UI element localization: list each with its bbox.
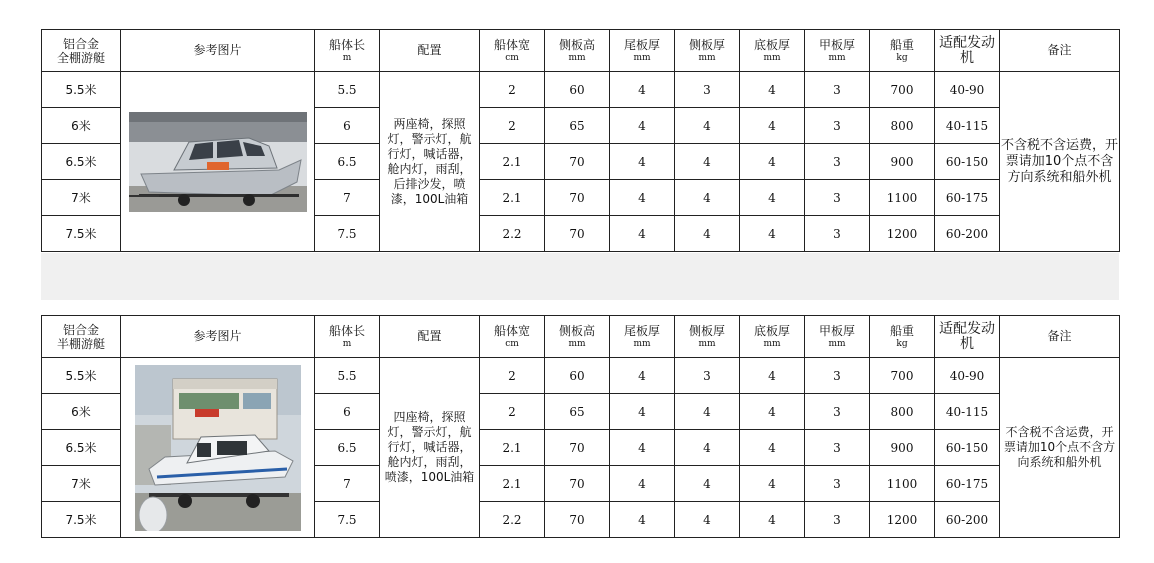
deck-cell: 3: [805, 216, 870, 252]
ref-image-header: 参考图片: [121, 316, 315, 358]
bottom-header: 底板厚 mm: [740, 30, 805, 72]
side-thick-cell: 4: [675, 180, 740, 216]
bottom-cell: 4: [740, 180, 805, 216]
weight-header: 船重 kg: [870, 30, 935, 72]
width-cell: 2: [480, 108, 545, 144]
deck-cell: 3: [805, 466, 870, 502]
model-header: 铝合金 半棚游艇: [42, 316, 121, 358]
length-cell: 6: [315, 394, 380, 430]
length-cell: 7: [315, 180, 380, 216]
side-height-cell: 70: [545, 430, 610, 466]
width-cell: 2.1: [480, 144, 545, 180]
deck-cell: 3: [805, 394, 870, 430]
transom-cell: 4: [610, 144, 675, 180]
side-thick-cell: 3: [675, 72, 740, 108]
side-height-header: 侧板高 mm: [545, 316, 610, 358]
side-height-cell: 70: [545, 216, 610, 252]
engine-cell: 60-200: [935, 216, 1000, 252]
engine-cell: 60-150: [935, 430, 1000, 466]
bottom-cell: 4: [740, 502, 805, 538]
transom-header: 尾板厚 mm: [610, 316, 675, 358]
side-height-header: 侧板高 mm: [545, 30, 610, 72]
bottom-cell: 4: [740, 72, 805, 108]
spacer-band: [41, 253, 1119, 300]
engine-cell: 60-150: [935, 144, 1000, 180]
deck-cell: 3: [805, 180, 870, 216]
remark-header: 备注: [1000, 30, 1120, 72]
transom-cell: 4: [610, 180, 675, 216]
weight-cell: 900: [870, 144, 935, 180]
side-height-cell: 70: [545, 144, 610, 180]
width-cell: 2.2: [480, 502, 545, 538]
engine-cell: 40-115: [935, 108, 1000, 144]
weight-cell: 800: [870, 108, 935, 144]
side-thick-cell: 4: [675, 394, 740, 430]
transom-cell: 4: [610, 72, 675, 108]
deck-cell: 3: [805, 144, 870, 180]
length-cell: 7.5: [315, 216, 380, 252]
ref-image-header: 参考图片: [121, 30, 315, 72]
side-height-cell: 70: [545, 502, 610, 538]
bottom-cell: 4: [740, 216, 805, 252]
model-cell: 6.5米: [42, 144, 121, 180]
transom-cell: 4: [610, 502, 675, 538]
spec-table-half-cabin: [41, 315, 1120, 538]
side-thick-cell: 3: [675, 358, 740, 394]
model-cell: 6米: [42, 394, 121, 430]
weight-cell: 1100: [870, 466, 935, 502]
bottom-cell: 4: [740, 466, 805, 502]
model-header: 铝合金 全棚游艇: [42, 30, 121, 72]
length-cell: 6.5: [315, 430, 380, 466]
width-cell: 2: [480, 358, 545, 394]
side-height-cell: 65: [545, 108, 610, 144]
transom-cell: 4: [610, 394, 675, 430]
engine-cell: 40-90: [935, 358, 1000, 394]
header-row: [42, 316, 1120, 358]
transom-cell: 4: [610, 216, 675, 252]
bottom-cell: 4: [740, 358, 805, 394]
model-cell: 6.5米: [42, 430, 121, 466]
engine-cell: 40-115: [935, 394, 1000, 430]
side-thick-cell: 4: [675, 502, 740, 538]
side-height-cell: 65: [545, 394, 610, 430]
transom-cell: 4: [610, 108, 675, 144]
weight-cell: 1200: [870, 216, 935, 252]
deck-cell: 3: [805, 72, 870, 108]
model-cell: 7.5米: [42, 216, 121, 252]
spec-table-full-cabin: [41, 29, 1120, 252]
model-cell: 5.5米: [42, 72, 121, 108]
bottom-header: 底板厚 mm: [740, 316, 805, 358]
config-header: 配置: [380, 30, 480, 72]
boat-photo-half-cabin: [135, 365, 301, 531]
side-height-cell: 70: [545, 180, 610, 216]
length-cell: 6: [315, 108, 380, 144]
remark-cell: 不含税不含运费，开票请加10个点不含方向系统和船外机: [1000, 358, 1120, 538]
bottom-cell: 4: [740, 144, 805, 180]
side-thick-header: 侧板厚 mm: [675, 30, 740, 72]
engine-cell: 40-90: [935, 72, 1000, 108]
length-cell: 7.5: [315, 502, 380, 538]
model-cell: 5.5米: [42, 358, 121, 394]
length-cell: 5.5: [315, 72, 380, 108]
length-cell: 7: [315, 466, 380, 502]
width-cell: 2.1: [480, 180, 545, 216]
weight-cell: 1100: [870, 180, 935, 216]
engine-header: 适配发动机: [935, 316, 1000, 358]
weight-cell: 900: [870, 430, 935, 466]
weight-cell: 800: [870, 394, 935, 430]
transom-cell: 4: [610, 358, 675, 394]
side-thick-cell: 4: [675, 108, 740, 144]
width-header: 船体宽 cm: [480, 30, 545, 72]
remark-cell: 不含税不含运费，开票请加10个点不含方向系统和船外机: [1000, 72, 1120, 252]
side-height-cell: 60: [545, 358, 610, 394]
weight-cell: 700: [870, 72, 935, 108]
model-cell: 7.5米: [42, 502, 121, 538]
side-thick-cell: 4: [675, 216, 740, 252]
engine-cell: 60-175: [935, 466, 1000, 502]
reference-photo-cell: [121, 358, 315, 538]
deck-cell: 3: [805, 430, 870, 466]
side-thick-cell: 4: [675, 430, 740, 466]
width-cell: 2.1: [480, 466, 545, 502]
width-cell: 2: [480, 72, 545, 108]
side-height-cell: 60: [545, 72, 610, 108]
side-thick-cell: 4: [675, 144, 740, 180]
deck-cell: 3: [805, 502, 870, 538]
table-row: [42, 358, 1120, 394]
width-cell: 2.1: [480, 430, 545, 466]
width-header: 船体宽 cm: [480, 316, 545, 358]
boat-photo-full-cabin: [129, 112, 307, 212]
weight-cell: 1200: [870, 502, 935, 538]
config-header: 配置: [380, 316, 480, 358]
transom-cell: 4: [610, 430, 675, 466]
width-cell: 2: [480, 394, 545, 430]
weight-cell: 700: [870, 358, 935, 394]
deck-header: 甲板厚 mm: [805, 30, 870, 72]
deck-cell: 3: [805, 358, 870, 394]
length-header: 船体长 m: [315, 30, 380, 72]
transom-header: 尾板厚 mm: [610, 30, 675, 72]
config-cell: 四座椅，探照灯，警示灯，航行灯，喊话器，舱内灯，雨刮，喷漆，100L油箱: [380, 358, 480, 538]
deck-cell: 3: [805, 108, 870, 144]
width-cell: 2.2: [480, 216, 545, 252]
engine-cell: 60-200: [935, 502, 1000, 538]
table-row: [42, 72, 1120, 108]
header-row: [42, 30, 1120, 72]
config-cell: 两座椅，探照灯，警示灯，航行灯，喊话器，舱内灯，雨刮，后排沙发，喷漆，100L油箱: [380, 72, 480, 252]
bottom-cell: 4: [740, 108, 805, 144]
length-cell: 5.5: [315, 358, 380, 394]
weight-header: 船重 kg: [870, 316, 935, 358]
remark-header: 备注: [1000, 316, 1120, 358]
engine-cell: 60-175: [935, 180, 1000, 216]
deck-header: 甲板厚 mm: [805, 316, 870, 358]
engine-header: 适配发动机: [935, 30, 1000, 72]
length-cell: 6.5: [315, 144, 380, 180]
bottom-cell: 4: [740, 430, 805, 466]
reference-photo-cell: [121, 72, 315, 252]
side-height-cell: 70: [545, 466, 610, 502]
length-header: 船体长 m: [315, 316, 380, 358]
transom-cell: 4: [610, 466, 675, 502]
bottom-cell: 4: [740, 394, 805, 430]
model-cell: 6米: [42, 108, 121, 144]
model-cell: 7米: [42, 180, 121, 216]
side-thick-header: 侧板厚 mm: [675, 316, 740, 358]
model-cell: 7米: [42, 466, 121, 502]
side-thick-cell: 4: [675, 466, 740, 502]
